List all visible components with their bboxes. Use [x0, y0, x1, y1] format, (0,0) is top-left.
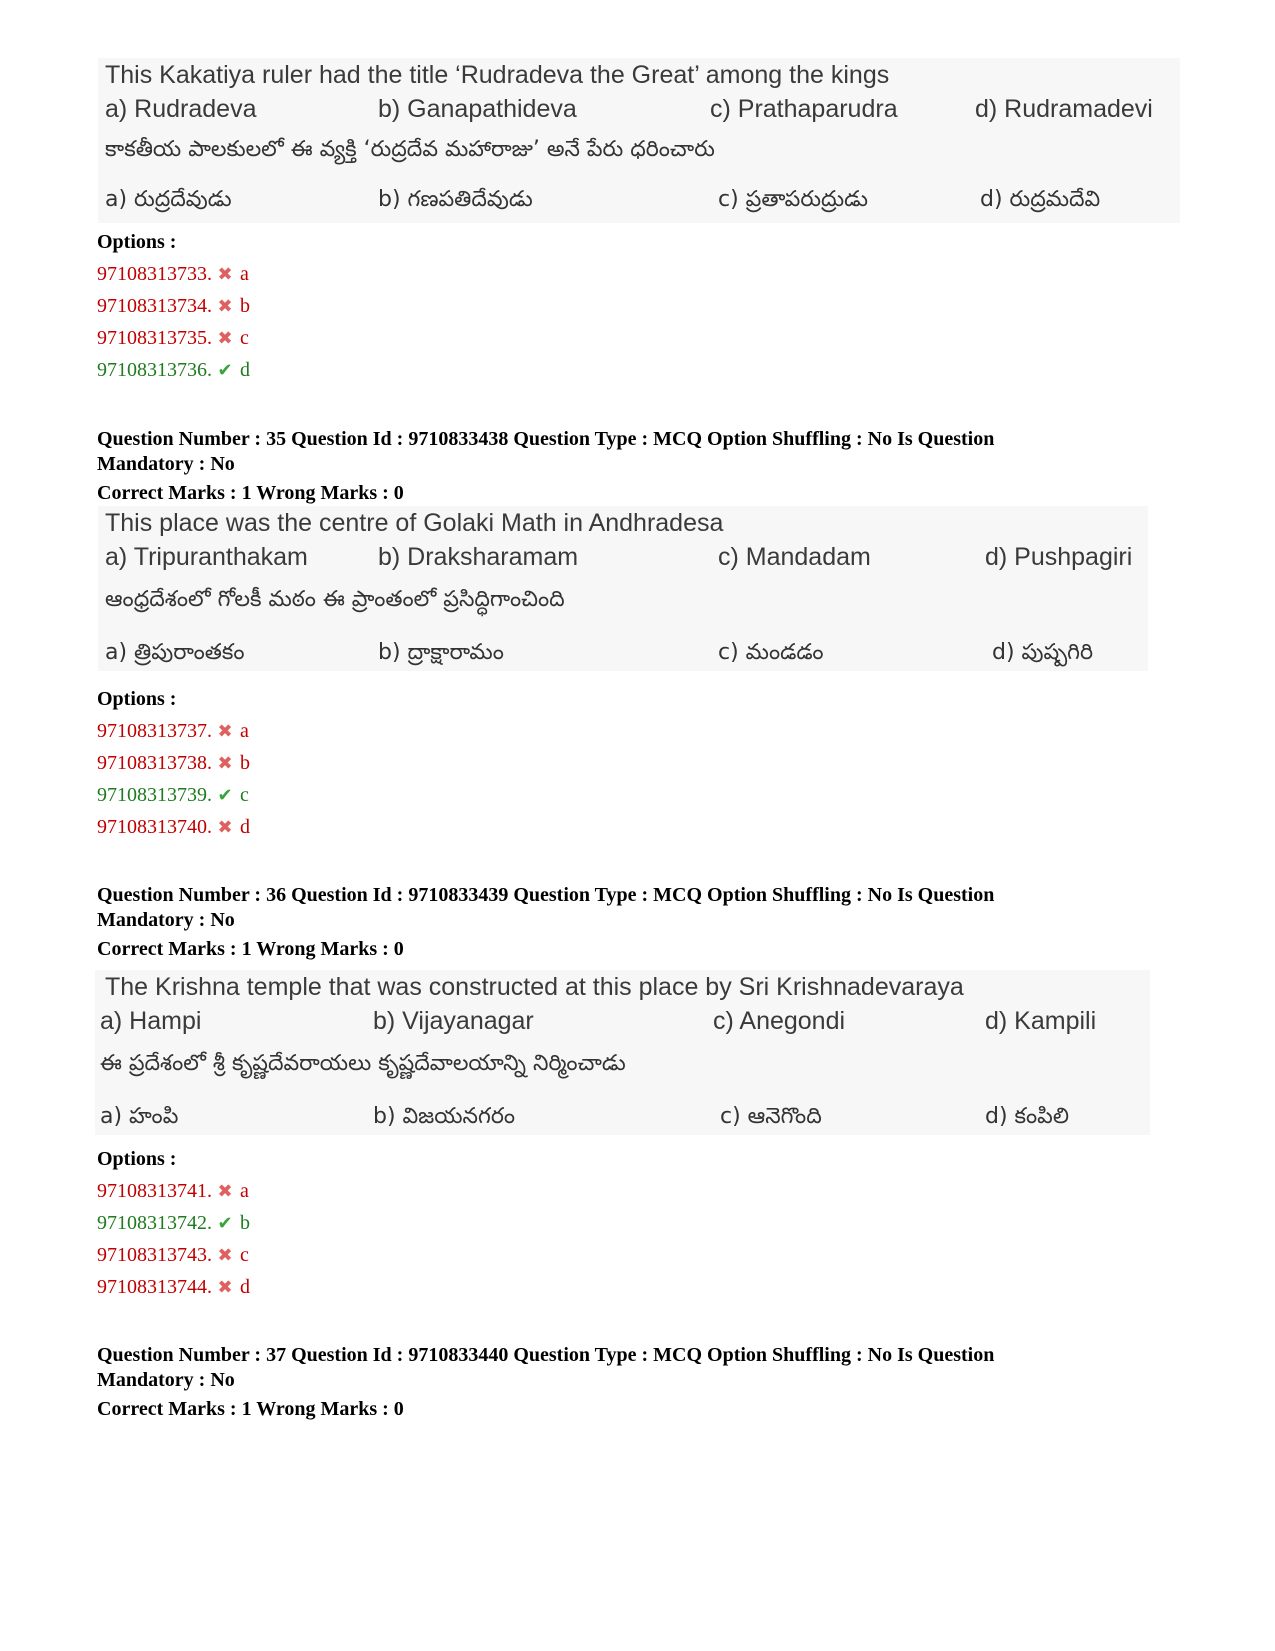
cross-icon: ✖ — [217, 721, 233, 741]
option-id: 97108313736. — [97, 359, 212, 381]
q37-marks: Correct Marks : 1 Wrong Marks : 0 — [97, 1398, 404, 1420]
option-id: 97108313740. — [97, 816, 212, 838]
option-id: 97108313734. — [97, 295, 212, 317]
q34-opt-en-c: c) Prathaparudra — [710, 95, 898, 123]
q35-opt-te-d: d) పుష్పగిరి — [992, 640, 1094, 665]
option-letter: a — [240, 263, 249, 285]
q35-opt-en-c: c) Mandadam — [718, 543, 871, 571]
option-letter: d — [240, 359, 250, 381]
q36-opt-en-c: c) Anegondi — [713, 1007, 846, 1035]
q36-text-te: ఈ ప్రదేశంలో శ్రీ కృష్ణదేవరాయలు కృష్ణదేవాలయాన్ని నిర్మించాడు — [100, 1051, 626, 1076]
option-id: 97108313735. — [97, 327, 212, 349]
q36-option-b — [97, 1212, 250, 1235]
q36-opt-en-a: a) Hampi — [100, 1007, 202, 1035]
option-id: 97108313742. — [97, 1212, 212, 1234]
option-letter: d — [240, 816, 250, 838]
q35-option-d — [97, 816, 250, 839]
q36-header-mandatory: Mandatory : No — [97, 909, 235, 931]
q36-header: Question Number : 36 Question Id : 9710833439 Question Type : MCQ Option Shuffling : No Is Question — [97, 884, 995, 906]
option-letter: b — [240, 1212, 250, 1234]
option-id: 97108313739. — [97, 784, 212, 806]
q36-option-a — [97, 1180, 249, 1203]
check-icon: ✔ — [217, 360, 233, 380]
cross-icon: ✖ — [217, 296, 233, 316]
check-icon: ✔ — [217, 1213, 233, 1233]
q34-opt-en-a: a) Rudradeva — [105, 95, 257, 123]
q35-text-te: ఆంధ్రదేశంలో గోలకీ మఠం ఈ ప్రాంతంలో ప్రసిద్ధిగాంచింది — [105, 587, 565, 612]
option-letter: a — [240, 720, 249, 742]
q34-opt-en-b: b) Ganapathideva — [378, 95, 577, 123]
q35-opt-te-c: c) మండడం — [718, 640, 824, 665]
cross-icon: ✖ — [217, 753, 233, 773]
option-letter: c — [240, 1244, 249, 1266]
option-id: 97108313737. — [97, 720, 212, 742]
q35-text-en: This place was the centre of Golaki Math in Andhradesa — [105, 509, 724, 537]
option-id: 97108313743. — [97, 1244, 212, 1266]
q34-opt-te-c: c) ప్రతాపరుద్రుడు — [718, 187, 869, 212]
q34-options-heading: Options : — [97, 231, 177, 253]
option-id: 97108313733. — [97, 263, 212, 285]
q34-text-en: This Kakatiya ruler had the title ‘Rudradeva the Great’ among the kings — [105, 61, 890, 89]
q34-opt-te-b: b) గణపతిదేవుడు — [378, 187, 533, 212]
q36-options-heading: Options : — [97, 1148, 177, 1170]
q35-opt-en-d: d) Pushpagiri — [985, 543, 1133, 571]
cross-icon: ✖ — [217, 1181, 233, 1201]
option-letter: c — [240, 327, 249, 349]
q35-opt-te-a: a) త్రిపురాంతకం — [105, 640, 245, 665]
q34-option-c — [97, 327, 249, 350]
q36-opt-te-b: b) విజయనగరం — [373, 1104, 516, 1129]
check-icon: ✔ — [217, 785, 233, 805]
q35-opt-en-a: a) Tripuranthakam — [105, 543, 308, 571]
q36-opt-en-d: d) Kampili — [985, 1007, 1097, 1035]
cross-icon: ✖ — [217, 1245, 233, 1265]
option-letter: d — [240, 1276, 250, 1298]
q35-header: Question Number : 35 Question Id : 9710833438 Question Type : MCQ Option Shuffling : No Is Question — [97, 428, 995, 450]
q36-option-c — [97, 1244, 249, 1267]
q34-opt-te-d: d) రుద్రమదేవి — [980, 187, 1101, 212]
q36-opt-te-d: d) కంపిలి — [985, 1104, 1069, 1129]
cross-icon: ✖ — [217, 1277, 233, 1297]
q35-option-a — [97, 720, 249, 743]
q35-opt-en-b: b) Draksharamam — [378, 543, 579, 571]
q37-header-mandatory: Mandatory : No — [97, 1369, 235, 1391]
q34-opt-te-a: a) రుద్రదేవుడు — [105, 187, 232, 212]
q36-opt-te-c: c) ఆనెగొంది — [720, 1104, 822, 1129]
q36-opt-en-b: b) Vijayanagar — [373, 1007, 534, 1035]
q34-option-d — [97, 359, 250, 382]
q34-option-b — [97, 295, 250, 318]
q35-opt-te-b: b) ద్రాక్షారామం — [378, 640, 504, 665]
q34-text-te: కాకతీయ పాలకులలో ఈ వ్యక్తి ‘రుద్రదేవ మహారాజు’ అనే పేరు ధరించారు — [105, 137, 715, 162]
q35-options-heading: Options : — [97, 688, 177, 710]
q36-text-en: The Krishna temple that was constructed at this place by Sri Krishnadevaraya — [105, 973, 964, 1001]
q36-marks: Correct Marks : 1 Wrong Marks : 0 — [97, 938, 404, 960]
q34-option-a — [97, 263, 249, 286]
q35-option-b — [97, 752, 250, 775]
option-letter: c — [240, 784, 249, 806]
option-letter: b — [240, 752, 250, 774]
q34-opt-en-d: d) Rudramadevi — [975, 95, 1153, 123]
q36-option-d — [97, 1276, 250, 1299]
q36-opt-te-a: a) హంపి — [100, 1104, 179, 1129]
option-id: 97108313738. — [97, 752, 212, 774]
q35-option-c — [97, 784, 249, 807]
option-letter: a — [240, 1180, 249, 1202]
option-id: 97108313744. — [97, 1276, 212, 1298]
cross-icon: ✖ — [217, 328, 233, 348]
option-letter: b — [240, 295, 250, 317]
q35-header-mandatory: Mandatory : No — [97, 453, 235, 475]
q37-header: Question Number : 37 Question Id : 9710833440 Question Type : MCQ Option Shuffling : No Is Question — [97, 1344, 995, 1366]
cross-icon: ✖ — [217, 264, 233, 284]
q35-marks: Correct Marks : 1 Wrong Marks : 0 — [97, 482, 404, 504]
cross-icon: ✖ — [217, 817, 233, 837]
option-id: 97108313741. — [97, 1180, 212, 1202]
